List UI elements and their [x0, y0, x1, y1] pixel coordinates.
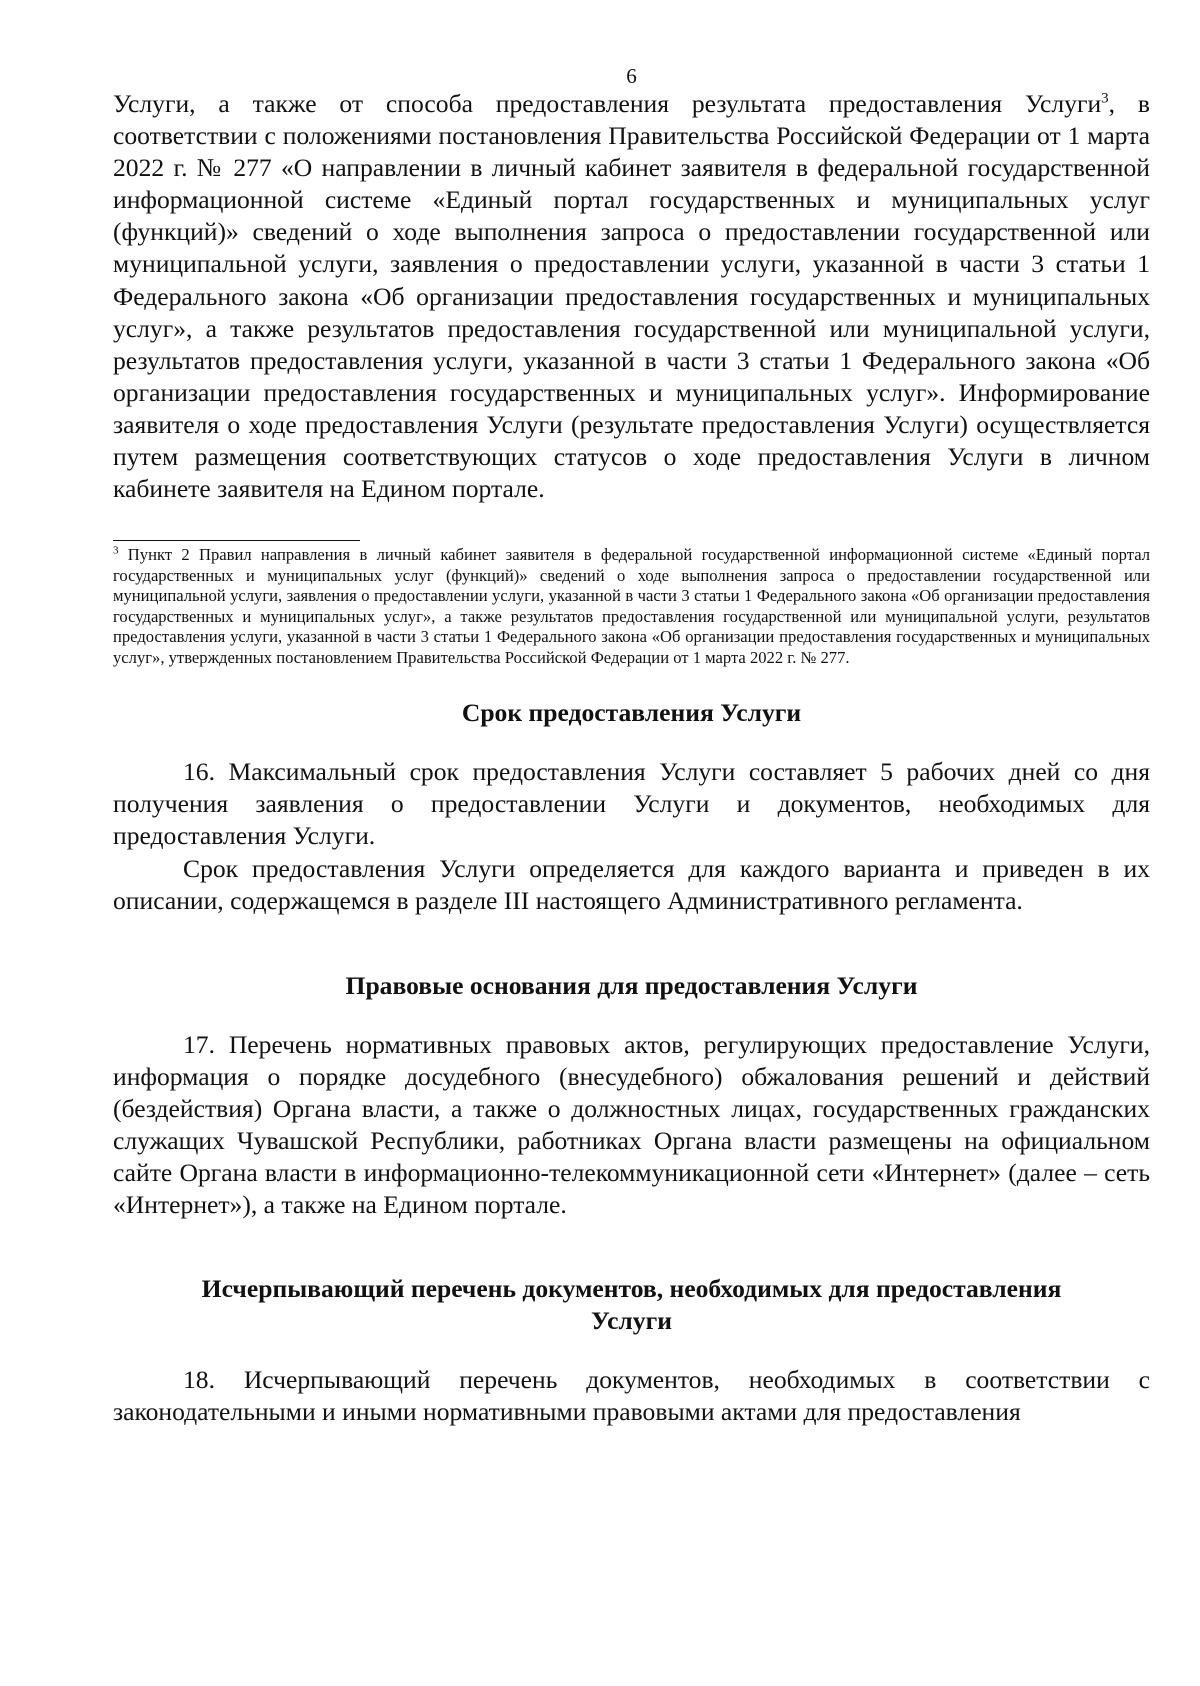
document-page	[113, 64, 1150, 1428]
paragraph-term-variants: Срок предоставления Услуги определяется для каждого варианта и приведен в их описании, содержащемся в разделе III настоящего Административного регламента.	[113, 853, 1150, 915]
intro-paragraph	[113, 88, 1150, 505]
intro-text-before-ref: Услуги, а также от способа предоставления результата предоставления Услуги	[113, 89, 1102, 118]
section-heading-documents-list	[113, 1273, 1150, 1337]
paragraph-17: 17. Перечень нормативных правовых актов, регулирующих предоставление Услуги, информация о порядке досудебного (внесудебного) обжалования решений и действий (бездействия) Органа власти, а также о должностных лицах, государственных гражданских служащих Чувашской Республики, работниках Органа власти размещены на официальном сайте Органа власти в информационно-телекоммуникационной сети «Интернет» (далее – сеть «Интернет»), а также на Едином портале.	[113, 1029, 1150, 1220]
section-heading-legal-basis: Правовые основания для предоставления Услуги	[345, 970, 918, 1000]
footnote-text: Пункт 2 Правил направления в личный кабинет заявителя в федеральной государственной информационной системе «Единый портал государственных и муниципальных услуг (функций)» сведений о ходе выполнения запроса о предоставлении государственной или муниципальной услуги, заявления о предоставлении услуги, указанной в части 3 статьи 1 Федерального закона «Об организации предоставления государственных и муниципальных услуг», а также результатов предоставления государственной или муниципальной услуги, результатов предоставления услуги, указанной в части 3 статьи 1 Федерального закона «Об организации предоставления государственных и муниципальных услуг», утвержденных постановлением Правительства Российской Федерации от 1 марта 2022 г. № 277.	[113, 545, 1150, 667]
section-heading-documents-line2: Услуги	[591, 1306, 672, 1336]
footnote-reference: 3	[1101, 90, 1109, 107]
footnote	[113, 545, 1150, 668]
section-heading-service-term: Срок предоставления Услуги	[461, 698, 802, 728]
footnote-divider	[113, 540, 360, 541]
paragraph-16: 16. Максимальный срок предоставления Услуги составляет 5 рабочих дней со дня получения заявления о предоставлении Услуги и документов, необходимых для предоставления Услуги.	[113, 757, 1150, 851]
section-heading-documents-line1: Исчерпывающий перечень документов, необходимых для предоставления	[201, 1274, 1062, 1304]
page-number: 6	[626, 64, 637, 88]
footnote-mark: 3	[113, 544, 119, 557]
intro-text-after-ref: , в соответствии с положениями постановления Правительства Российской Федерации от 1 марта 2022 г. № 277 «О направлении в личный кабинет заявителя в федеральной государственной информационной системе «Единый портал государственных и муниципальных услуг (функций)» сведений о ходе выполнения запроса о предоставлении государственной или муниципальной услуги, заявления о предоставлении услуги, указанной в части 3 статьи 1 Федерального закона «Об организации предоставления государственных и муниципальных услуг», а также результатов предоставления государственной или муниципальной услуги, результатов предоставления услуги, указанной в части 3 статьи 1 Федерального закона «Об организации предоставления государственных и муниципальных услуг». Информирование заявителя о ходе предоставления Услуги (результате предоставления Услуги) осуществляется путем размещения соответствующих статусов о ходе предоставления Услуги в личном кабинете заявителя на Едином портале.	[113, 89, 1150, 504]
paragraph-18: 18. Исчерпывающий перечень документов, необходимых в соответствии с законодательными и иными нормативными правовыми актами для предоставления	[113, 1365, 1150, 1427]
